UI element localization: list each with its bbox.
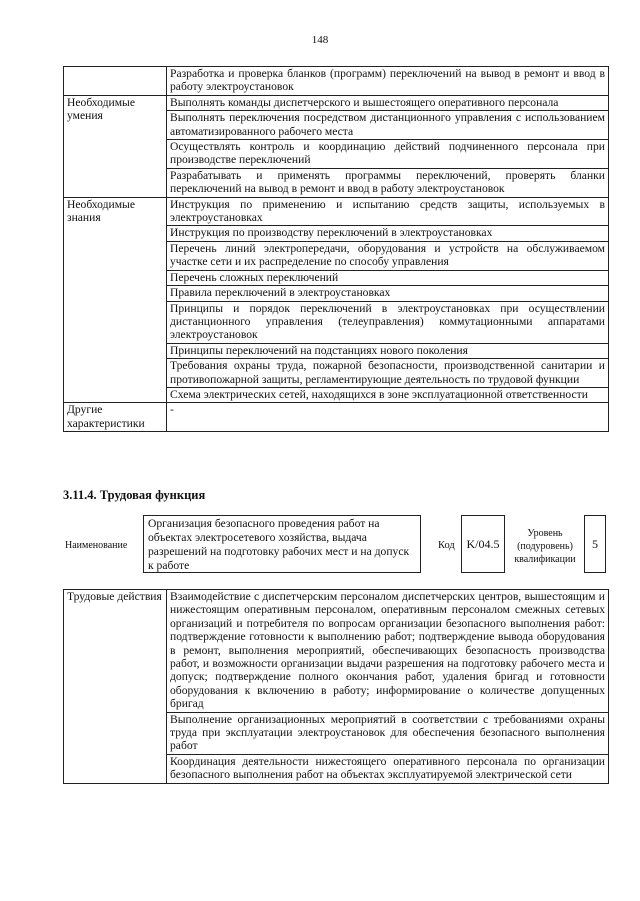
function-name: Организация безопасного проведения работ на объектах электросетевого хозяйства, выдача разрешений на подготовку рабочих мест и на допуск к работе [143, 515, 421, 573]
section-title: 3.11.4. Трудовая функция [63, 488, 206, 502]
code-label: Код [438, 540, 455, 551]
name-label: Наименование [65, 540, 128, 551]
row-content: Принципы и порядок переключений в электроустановках при осуществлении дистанционного управления (телеуправления) коммутационными аппаратами электроустановок [167, 301, 609, 343]
page-number: 148 [311, 34, 329, 46]
row-label: Другие характеристики [64, 403, 167, 432]
level-value: 5 [584, 515, 606, 573]
row-content: Требования охраны труда, пожарной безопасности, производственной санитарии и противопожарной защиты, регламентирующие деятельность по трудовой функции [167, 359, 609, 388]
row-content: Инструкция по производству переключений в электроустановках [167, 226, 609, 241]
level-label: Уровень (подуровень) квалификации [514, 528, 576, 565]
row-content: Перечень линий электропередачи, оборудования и устройств на обслуживаемом участке сети и их распределение по способу управления [167, 241, 609, 270]
labor-actions-table [63, 589, 609, 784]
row-content: Перечень сложных переключений [167, 270, 609, 285]
row-content: Принципы переключений на подстанциях нового поколения [167, 343, 609, 358]
table-row [64, 403, 609, 432]
row-content: Инструкция по применению и испытанию средств защиты, используемых в электроустановках [167, 197, 609, 226]
row-content: Правила переключений в электроустановках [167, 286, 609, 301]
function-header [63, 515, 609, 577]
row-content: Взаимодействие с диспетчерским персоналом диспетчерских центров, вышестоящим и нижестоящим оперативным персоналом, оперативным персоналом смежных сетевых организаций и потребителя по вопросам организации безопасного выполнения работ: подтверждение готовности к выполнению работ; подтверждение вывода оборудования в ремонт, выполнения мероприятий, обеспечивающих безопасность производства работ, и возможности организации выдачи разрешения на подготовку рабочего места и допуск; подтверждение полного окончания работ, удаления бригад и готовности оборудования к включению в работу; информирование о количестве допущенных бригад [167, 590, 609, 713]
row-content: Выполнение организационных мероприятий в соответствии с требованиями охраны труда при эксплуатации электроустановок для обеспечения безопасного выполнения работ [167, 712, 609, 754]
row-content: Схема электрических сетей, находящихся в зоне эксплуатационной ответственности [167, 387, 609, 402]
code-value: K/04.5 [461, 515, 505, 573]
row-label [64, 67, 167, 96]
row-content: Разрабатывать и применять программы переключений, проверять бланки переключений на вывод в ремонт и ввод в работу электроустановок [167, 168, 609, 197]
row-content: Выполнять переключения посредством дистанционного управления с использованием автоматизированного рабочего места [167, 111, 609, 140]
row-label: Необходимые умения [64, 95, 167, 197]
table-row [64, 197, 609, 226]
row-content: Координация деятельности нижестоящего оперативного персонала по организации безопасного выполнения работ на объектах эксплуатируемой электрической сети [167, 754, 609, 783]
row-label: Трудовые действия [64, 590, 167, 784]
skills-knowledge-table [63, 66, 609, 432]
table-row [64, 590, 609, 713]
row-content: - [167, 403, 609, 432]
table-row [64, 95, 609, 110]
row-label: Необходимые знания [64, 197, 167, 403]
row-content: Выполнять команды диспетчерского и вышестоящего оперативного персонала [167, 95, 609, 110]
table-row [64, 67, 609, 96]
row-content: Осуществлять контроль и координацию действий подчиненного персонала при производстве переключений [167, 140, 609, 169]
row-content: Разработка и проверка бланков (программ) переключений на вывод в ремонт и ввод в работу электроустановок [167, 67, 609, 96]
